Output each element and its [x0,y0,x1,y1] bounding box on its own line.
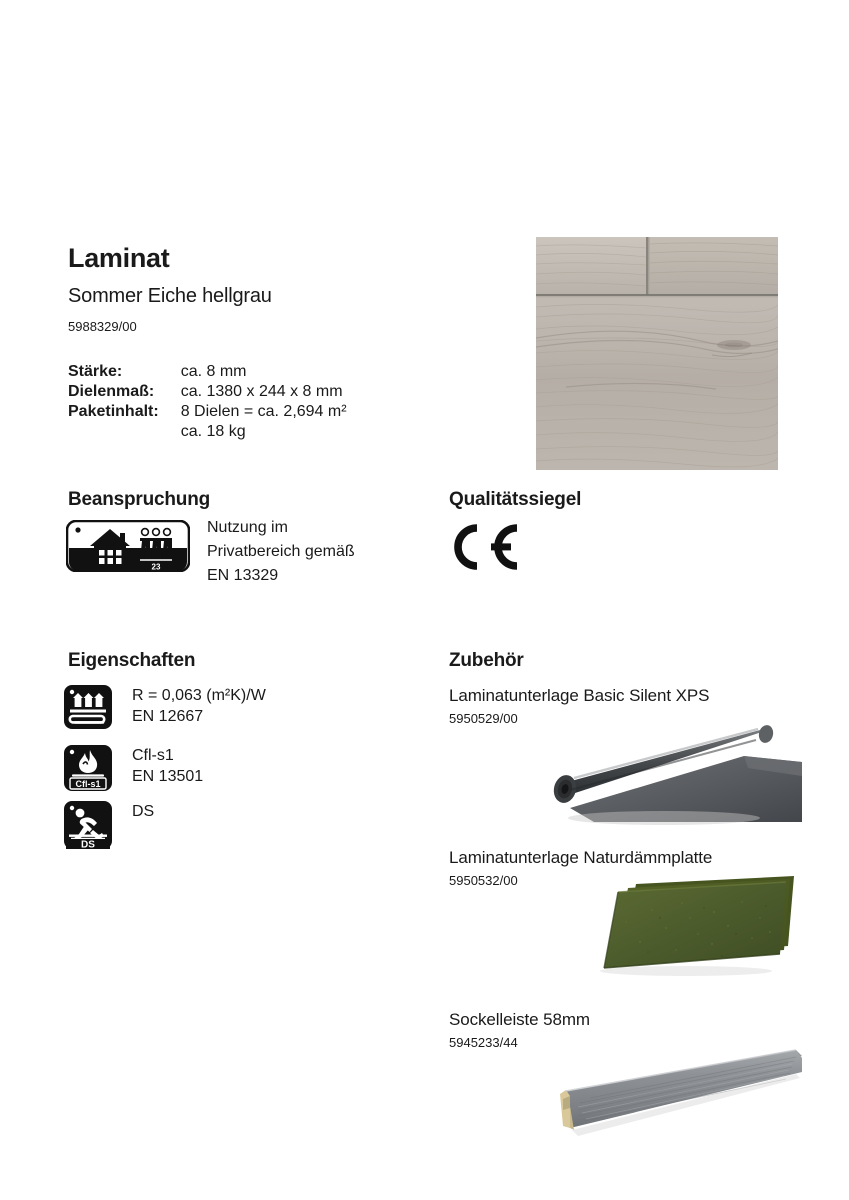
spec-label: Stärke: [68,363,123,380]
accessory-article-number: 5945233/44 [449,1035,518,1050]
spec-value: ca. 1380 x 244 x 8 mm [180,383,343,400]
property-row-thermal [63,684,266,730]
accessory-name: Laminatunterlage Naturdämmplatte [449,848,713,867]
accessory-name: Sockelleiste 58mm [449,1010,590,1029]
fire-class-label: Cfl-s1 [75,778,101,789]
usage-class-description [207,516,355,588]
property-line-2: EN 12667 [132,708,204,725]
property-text-slip [132,801,154,822]
section-heading-zubehoer: Zubehör [449,650,524,671]
page-title: Laminat [68,243,170,273]
spec-label: Dielenmaß: [68,383,155,400]
usage-line-1: Nutzung im [207,519,288,536]
accessory-article-number: 5950532/00 [449,873,518,888]
property-row-fire [63,744,203,792]
table-row [68,362,347,382]
table-row [68,422,347,442]
property-line-1: Cfl-s1 [132,747,174,764]
spec-value: 8 Dielen = ca. 2,694 m² [180,403,347,420]
property-text-fire [132,745,203,787]
slip-resistance-icon [63,800,113,850]
spec-label [68,422,181,442]
fire-class-icon [63,744,113,792]
green-fibreboard-panels-photo [556,872,798,982]
spec-value: ca. 8 mm [180,363,247,380]
spec-value: ca. 18 kg [180,423,246,440]
table-row [68,402,347,422]
usage-line-2: Privatbereich gemäß [207,543,355,560]
usage-class-23-icon [66,520,190,572]
table-row [68,382,347,402]
accessory-name: Laminatunterlage Basic Silent XPS [449,686,710,705]
grey-skirting-board-photo [534,1046,802,1150]
product-decor-name: Sommer Eiche hellgrau [68,285,272,307]
slip-resistance-label: DS [81,839,95,850]
product-swatch-image [536,237,778,470]
thermal-resistance-icon [63,684,113,730]
spec-label: Paketinhalt: [68,403,159,420]
usage-class-number: 23 [151,562,161,572]
property-line-1: DS [132,803,155,820]
property-row-slip [63,800,154,850]
ce-mark-icon [447,521,525,573]
section-heading-qualitaetssiegel: Qualitätssiegel [449,489,582,510]
usage-class-row [66,520,355,588]
section-heading-eigenschaften: Eigenschaften [68,650,196,671]
section-heading-beanspruchung: Beanspruchung [68,489,211,510]
usage-line-3: EN 13329 [207,567,279,584]
specification-table [68,362,347,442]
property-line-1: R = 0,063 (m²K)/W [132,687,266,704]
accessory-article-number: 5950529/00 [449,711,518,726]
product-article-number: 5988329/00 [68,319,137,334]
property-line-2: EN 13501 [132,768,204,785]
property-text-thermal [132,685,266,727]
xps-underlay-roll-photo [534,722,802,828]
